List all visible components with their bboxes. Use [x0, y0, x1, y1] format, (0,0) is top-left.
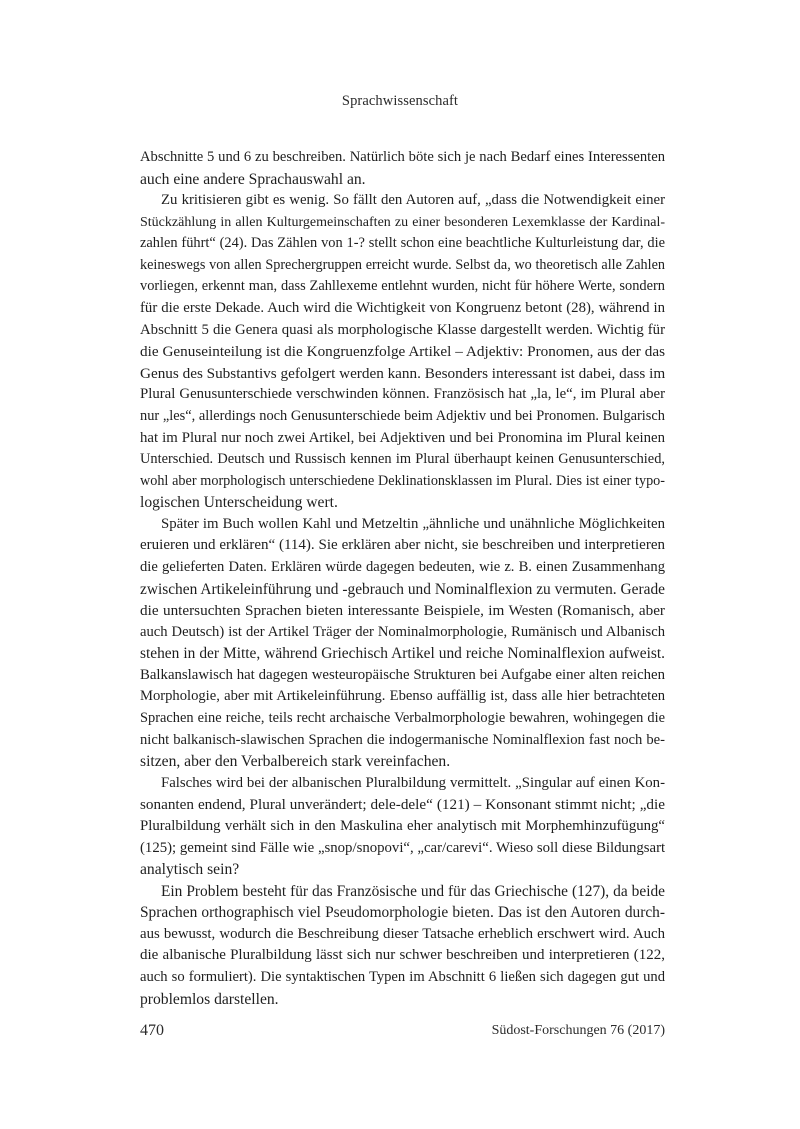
- text-line: logischen Unterscheidung wert.: [140, 494, 338, 512]
- text-line: aus bewusst, wodurch die Beschreibung dieser Tatsache erheblich erschwert wird. Auch: [140, 925, 665, 942]
- text-line: Morphologie, aber mit Artikeleinführung. Ebenso auffällig ist, dass alle hier betrachteten: [140, 688, 665, 705]
- text-line: Stückzählung in allen Kulturgemeinschaften zu einer besonderen Lexemklasse der Kardinal-: [140, 214, 665, 230]
- text-line: problemlos darstellen.: [140, 990, 279, 1008]
- text-line: sitzen, aber den Verbalbereich stark vereinfachen.: [140, 753, 451, 771]
- text-line: keineswegs von allen Sprechergruppen erreicht wurde. Selbst da, wo theoretisch alle Zahlen: [140, 256, 665, 273]
- text-line: Ein Problem besteht für das Französische und für das Griechische (127), da beide: [161, 882, 665, 900]
- text-line: auch so formuliert). Die syntaktischen Typen im Abschnitt 6 ließen sich dagegen gut und: [140, 968, 665, 985]
- text-line: auch Deutsch) ist der Artikel Träger der Nominalmorphologie, Rumänisch und Albanisch: [140, 623, 665, 640]
- body-text: [140, 147, 665, 1010]
- page-footer: [140, 1022, 665, 1042]
- text-line: sonanten endend, Plural unverändert; dele-dele“ (121) – Konsonant stimmt nicht; „die: [140, 796, 665, 814]
- journal-citation: Südost-Forschungen 76 (2017): [491, 1023, 665, 1038]
- text-line: stehen in der Mitte, während Griechisch Artikel und reiche Nominalflexion aufweist.: [140, 645, 665, 663]
- text-line: hat im Plural nur noch zwei Artikel, bei Adjektiven und bei Pronomina im Plural keinen: [140, 429, 665, 446]
- text-line: Genus des Substantivs gefolgert werden kann. Besonders interessant ist dabei, dass im: [140, 364, 665, 382]
- text-line: zahlen führt“ (24). Das Zählen von 1-? stellt schon eine beachtliche Kulturleistung dar, die: [140, 235, 665, 252]
- text-line: die Genuseinteilung ist die Kongruenzfolge Artikel – Adjektiv: Pronomen, aus der das: [140, 343, 665, 361]
- page-number: 470: [140, 1022, 164, 1039]
- text-line: Balkanslawisch hat dagegen westeuropäische Strukturen bei Aufgabe einer alten reichen: [140, 666, 665, 683]
- text-line: Sprachen eine reiche, teils recht archaische Verbalmorphologie bewahren, wohingegen die: [140, 710, 665, 727]
- text-line: Unterschied. Deutsch und Russisch kennen im Plural überhaupt keinen Genusunterschied,: [140, 451, 665, 468]
- text-line: eruieren und erklären“ (114). Sie erklären aber nicht, sie beschreiben und interpretieren: [140, 537, 665, 554]
- text-line: Zu kritisieren gibt es wenig. So fällt den Autoren auf, „dass die Notwendigkeit einer: [161, 192, 665, 209]
- text-line: (125); gemeint sind Fälle wie „snop/snopovi“, „car/carevi“. Wieso soll diese Bildungsart: [140, 839, 665, 856]
- text-line: wohl aber morphologisch unterschiedene Deklinationsklassen im Plural. Dies ist einer typo-: [140, 472, 665, 489]
- text-line: für die erste Dekade. Auch wird die Wichtigkeit von Kongruenz betont (28), während in: [140, 300, 665, 317]
- text-line: die untersuchten Sprachen bieten interessante Beispiele, im Westen (Romanisch, aber: [140, 602, 665, 620]
- text-line: Falsches wird bei der albanischen Pluralbildung vermittelt. „Singular auf einen Kon-: [161, 774, 665, 791]
- text-line: vorliegen, erkennt man, dass Zahllexeme entlehnt wurden, nicht für höhere Werte, sondern: [140, 278, 665, 295]
- text-line: auch eine andere Sprachauswahl an.: [140, 170, 366, 188]
- text-line: die albanische Pluralbildung lässt sich nur schwer beschreiben und interpretieren (122,: [140, 947, 665, 964]
- text-line: nicht balkanisch-slawischen Sprachen die indogermanische Nominalflexion fast noch be-: [140, 731, 665, 748]
- text-line: Später im Buch wollen Kahl und Metzeltin „ähnliche und unähnliche Möglichkeiten: [161, 515, 665, 532]
- text-line: Sprachen orthographisch viel Pseudomorphologie bieten. Das ist den Autoren durch-: [140, 904, 665, 922]
- text-line: analytisch sein?: [140, 861, 240, 879]
- text-line: nur „les“, allerdings noch Genusunterschiede beim Adjektiv und bei Pronomen. Bulgarisch: [140, 407, 665, 424]
- running-head: Sprachwissenschaft: [341, 93, 459, 109]
- text-line: Abschnitte 5 und 6 zu beschreiben. Natürlich böte sich je nach Bedarf eines Interessenten: [140, 149, 665, 165]
- text-line: zwischen Artikeleinführung und -gebrauch und Nominalflexion zu vermuten. Gerade: [140, 580, 665, 598]
- text-line: die gelieferten Daten. Erklären würde dagegen bedeuten, wie z. B. einen Zusammenhang: [140, 558, 665, 575]
- text-line: Abschnitt 5 die Genera quasi als morphologische Klasse dargestellt werden. Wichtig für: [140, 321, 665, 338]
- text-line: Pluralbildung verhält sich in den Maskulina eher analytisch mit Morphemhinzufügung“: [140, 817, 665, 834]
- text-line: Plural Genusunterschiede verschwinden können. Französisch hat „la, le“, im Plural aber: [140, 386, 665, 403]
